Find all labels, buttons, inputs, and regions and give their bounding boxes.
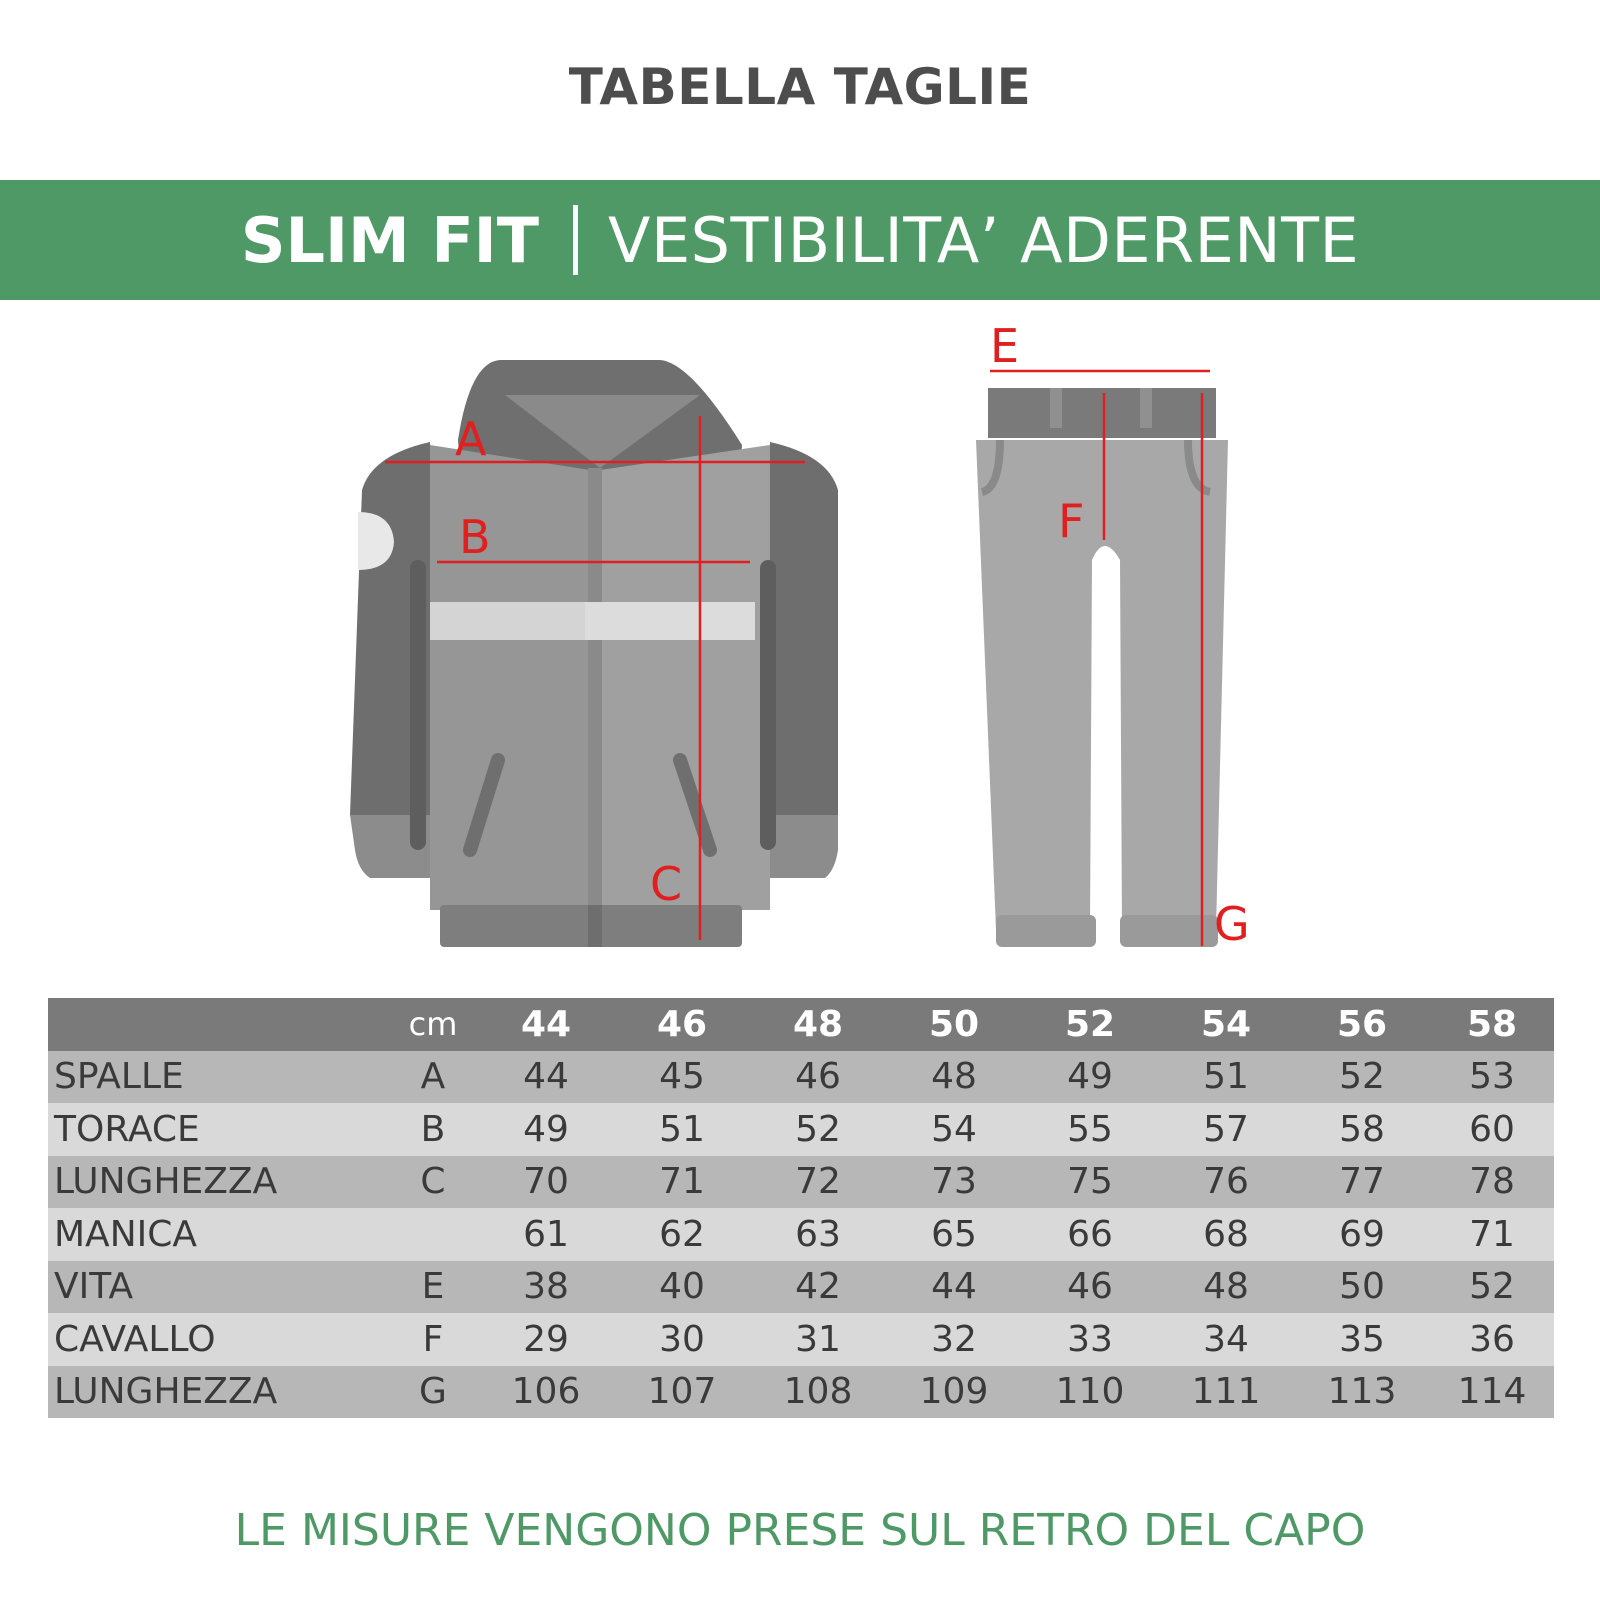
- measurement-name: CAVALLO: [48, 1313, 388, 1366]
- measurement-value: 71: [614, 1156, 750, 1209]
- unit-label: cm: [388, 998, 478, 1051]
- measurement-letter: A: [388, 1051, 478, 1104]
- measurement-name: SPALLE: [48, 1051, 388, 1104]
- measurement-value: 66: [1022, 1208, 1158, 1261]
- header-empty: [48, 998, 388, 1051]
- label-e: E: [990, 319, 1020, 373]
- label-a: A: [455, 412, 487, 466]
- measurement-value: 51: [1158, 1051, 1294, 1104]
- size-header: 44: [478, 998, 614, 1051]
- measurement-value: 50: [1294, 1261, 1430, 1314]
- label-c: C: [650, 857, 683, 911]
- measurement-letter: G: [388, 1366, 478, 1419]
- measurement-value: 76: [1158, 1156, 1294, 1209]
- measurement-value: 51: [614, 1103, 750, 1156]
- measurement-value: 34: [1158, 1313, 1294, 1366]
- table-header-row: [48, 998, 1554, 1051]
- measurement-value: 75: [1022, 1156, 1158, 1209]
- measurement-name: VITA: [48, 1261, 388, 1314]
- table-row: [48, 1156, 1554, 1209]
- measurement-value: 110: [1022, 1366, 1158, 1419]
- table-row: [48, 1366, 1554, 1419]
- jacket-illustration: [350, 360, 838, 947]
- measurement-name: LUNGHEZZA: [48, 1366, 388, 1419]
- measurement-value: 63: [750, 1208, 886, 1261]
- size-header: 46: [614, 998, 750, 1051]
- measurement-value: 42: [750, 1261, 886, 1314]
- table-row: [48, 1103, 1554, 1156]
- page-title: TABELLA TAGLIE: [568, 58, 1032, 116]
- size-header: 58: [1430, 998, 1554, 1051]
- fit-description: VESTIBILITA’ ADERENTE: [608, 203, 1360, 277]
- measurement-value: 108: [750, 1366, 886, 1419]
- measurement-value: 73: [886, 1156, 1022, 1209]
- size-header: 48: [750, 998, 886, 1051]
- measurement-value: 114: [1430, 1366, 1554, 1419]
- fit-name: SLIM FIT: [240, 203, 540, 277]
- measurement-value: 46: [1022, 1261, 1158, 1314]
- table-row: [48, 1208, 1554, 1261]
- measurement-value: 46: [750, 1051, 886, 1104]
- measurement-value: 113: [1294, 1366, 1430, 1419]
- pants-illustration: [976, 388, 1228, 947]
- measurement-value: 32: [886, 1313, 1022, 1366]
- measurement-name: LUNGHEZZA: [48, 1156, 388, 1209]
- measurement-name: MANICA: [48, 1208, 388, 1261]
- label-g: G: [1214, 897, 1250, 951]
- table-row: [48, 1261, 1554, 1314]
- measurement-value: 68: [1158, 1208, 1294, 1261]
- size-header: 54: [1158, 998, 1294, 1051]
- measurement-value: 52: [750, 1103, 886, 1156]
- measurement-value: 40: [614, 1261, 750, 1314]
- measurement-value: 30: [614, 1313, 750, 1366]
- measurement-value: 54: [886, 1103, 1022, 1156]
- measurement-value: 33: [1022, 1313, 1158, 1366]
- measurement-value: 48: [886, 1051, 1022, 1104]
- measurement-letter: C: [388, 1156, 478, 1209]
- measurement-letter: B: [388, 1103, 478, 1156]
- size-header: 56: [1294, 998, 1430, 1051]
- measurement-value: 55: [1022, 1103, 1158, 1156]
- table-row: [48, 1313, 1554, 1366]
- measurement-value: 48: [1158, 1261, 1294, 1314]
- label-b: B: [459, 510, 491, 564]
- measurement-value: 69: [1294, 1208, 1430, 1261]
- measurement-value: 60: [1430, 1103, 1554, 1156]
- measurement-value: 53: [1430, 1051, 1554, 1104]
- measurement-value: 49: [478, 1103, 614, 1156]
- measurement-value: 72: [750, 1156, 886, 1209]
- size-header: 50: [886, 998, 1022, 1051]
- measurement-value: 35: [1294, 1313, 1430, 1366]
- measurement-value: 45: [614, 1051, 750, 1104]
- size-table: [48, 998, 1554, 1418]
- measurement-value: 44: [478, 1051, 614, 1104]
- measurement-value: 36: [1430, 1313, 1554, 1366]
- measurement-value: 78: [1430, 1156, 1554, 1209]
- measurement-value: 52: [1294, 1051, 1430, 1104]
- garment-illustration: [0, 300, 1600, 960]
- measurement-value: 65: [886, 1208, 1022, 1261]
- measurement-value: 58: [1294, 1103, 1430, 1156]
- measurement-name: TORACE: [48, 1103, 388, 1156]
- measurement-value: 71: [1430, 1208, 1554, 1261]
- measurement-value: 106: [478, 1366, 614, 1419]
- table-row: [48, 1051, 1554, 1104]
- measurement-value: 107: [614, 1366, 750, 1419]
- measurement-value: 31: [750, 1313, 886, 1366]
- measurement-value: 62: [614, 1208, 750, 1261]
- measurement-value: 57: [1158, 1103, 1294, 1156]
- label-f: F: [1058, 494, 1085, 548]
- measurement-value: 109: [886, 1366, 1022, 1419]
- measurement-letter: F: [388, 1313, 478, 1366]
- measurement-letter: E: [388, 1261, 478, 1314]
- banner-divider: [573, 205, 578, 275]
- measurement-value: 38: [478, 1261, 614, 1314]
- measurement-value: 52: [1430, 1261, 1554, 1314]
- measurement-letter: [388, 1208, 478, 1261]
- measurement-note: LE MISURE VENGONO PRESE SUL RETRO DEL CAPO: [234, 1505, 1366, 1556]
- measurement-value: 44: [886, 1261, 1022, 1314]
- measurement-value: 49: [1022, 1051, 1158, 1104]
- measurement-value: 70: [478, 1156, 614, 1209]
- size-header: 52: [1022, 998, 1158, 1051]
- measurement-value: 29: [478, 1313, 614, 1366]
- fit-banner: [0, 180, 1600, 300]
- measurement-value: 77: [1294, 1156, 1430, 1209]
- measurement-value: 61: [478, 1208, 614, 1261]
- measurement-value: 111: [1158, 1366, 1294, 1419]
